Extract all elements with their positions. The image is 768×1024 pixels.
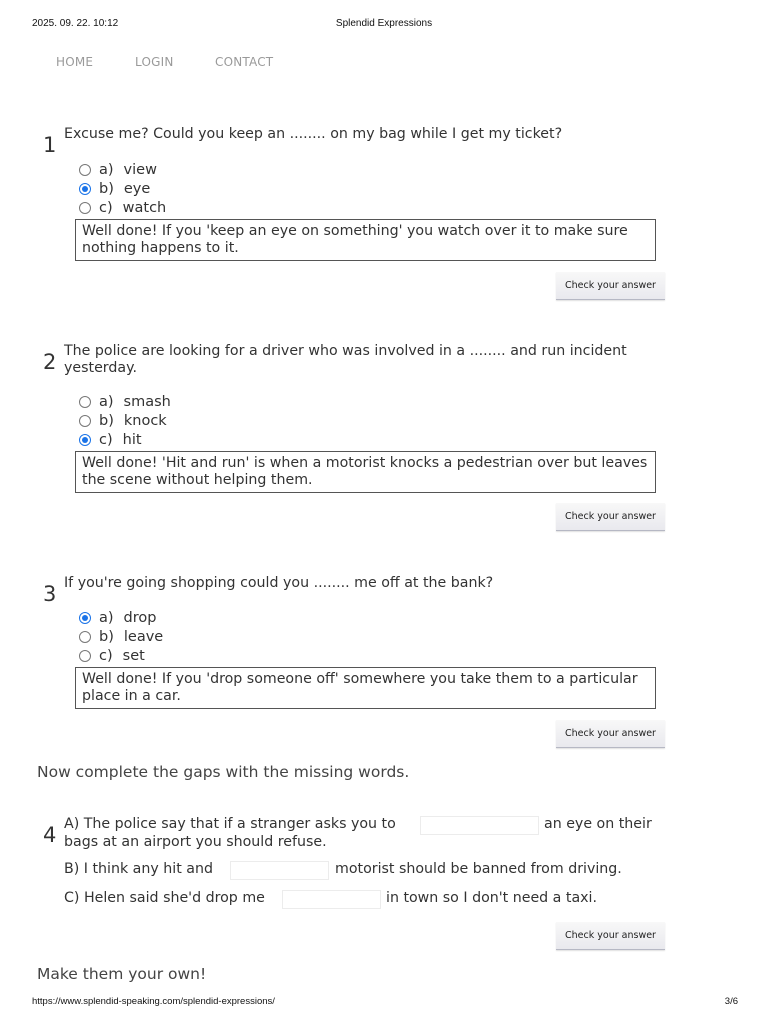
- question-number: 2: [43, 350, 57, 374]
- gap-sentence-a-continued: bags at an airport you should refuse.: [64, 834, 327, 850]
- option-b[interactable]: [79, 412, 167, 430]
- print-date: 2025. 09. 22. 10:12: [32, 18, 119, 29]
- option-c[interactable]: [79, 431, 142, 449]
- radio-button[interactable]: [79, 202, 91, 214]
- radio-button[interactable]: [79, 164, 91, 176]
- question-text: If you're going shopping could you ........ me off at the bank?: [64, 575, 494, 591]
- gap-sentence-b: B) I think any hit and: [64, 861, 213, 877]
- gap-sentence-a-end: an eye on their: [544, 816, 652, 832]
- radio-button[interactable]: [79, 415, 91, 427]
- question-number: 3: [43, 582, 57, 606]
- radio-button[interactable]: [79, 396, 91, 408]
- option-b[interactable]: [79, 628, 163, 646]
- check-answer-button[interactable]: Check your answer: [556, 922, 665, 950]
- option-label: set: [122, 648, 145, 664]
- radio-button[interactable]: [79, 650, 91, 662]
- option-label: drop: [123, 610, 157, 626]
- question-number: 4: [43, 823, 57, 847]
- option-letter: b): [99, 181, 114, 197]
- gap-sentence-c: C) Helen said she'd drop me: [64, 890, 265, 906]
- option-a[interactable]: [79, 609, 156, 627]
- option-letter: c): [99, 200, 113, 216]
- option-label: hit: [122, 432, 142, 448]
- gap-input-c[interactable]: [282, 890, 381, 909]
- option-label: watch: [122, 200, 167, 216]
- feedback-box: Well done! 'Hit and run' is when a motorist knocks a pedestrian over but leaves the scene without helping them.: [75, 451, 656, 493]
- option-letter: c): [99, 648, 113, 664]
- option-label: view: [123, 162, 157, 178]
- option-a[interactable]: [79, 393, 171, 411]
- feedback-box: Well done! If you 'drop someone off' somewhere you take them to a particular place in a car.: [75, 667, 656, 709]
- gap-input-a[interactable]: [420, 816, 539, 835]
- print-header: [32, 18, 736, 32]
- print-page-number: 3/6: [724, 996, 738, 1007]
- gap-input-b[interactable]: [230, 861, 329, 880]
- question-text: Excuse me? Could you keep an ........ on my bag while I get my ticket?: [64, 126, 563, 142]
- question-number: 1: [43, 133, 57, 157]
- check-answer-button[interactable]: Check your answer: [556, 503, 665, 531]
- gap-sentence-a: A) The police say that if a stranger asks you to: [64, 816, 396, 832]
- option-label: eye: [123, 181, 151, 197]
- print-footer: [32, 996, 738, 1008]
- option-label: knock: [123, 413, 167, 429]
- option-letter: a): [99, 610, 114, 626]
- option-label: smash: [123, 394, 171, 410]
- check-answer-button[interactable]: Check your answer: [556, 720, 665, 748]
- radio-button-selected[interactable]: [79, 434, 91, 446]
- gap-sentence-c-end: in town so I don't need a taxi.: [386, 890, 597, 906]
- nav-home-link[interactable]: HOME: [56, 55, 94, 69]
- nav-login-link[interactable]: LOGIN: [135, 55, 174, 69]
- option-a[interactable]: [79, 161, 157, 179]
- option-letter: a): [99, 162, 114, 178]
- feedback-box: Well done! If you 'keep an eye on something' you watch over it to make sure nothing happens to it.: [75, 219, 656, 261]
- gap-sentence-b-end: motorist should be banned from driving.: [335, 861, 622, 877]
- radio-button-selected[interactable]: [79, 612, 91, 624]
- option-letter: b): [99, 629, 114, 645]
- option-label: leave: [123, 629, 164, 645]
- option-c[interactable]: [79, 647, 145, 665]
- option-letter: a): [99, 394, 114, 410]
- closing-heading: Make them your own!: [37, 965, 207, 983]
- option-c[interactable]: [79, 199, 166, 217]
- question-text: The police are looking for a driver who was involved in a ........ and run incident yesterday.: [64, 343, 627, 376]
- radio-button-selected[interactable]: [79, 183, 91, 195]
- option-letter: c): [99, 432, 113, 448]
- option-b[interactable]: [79, 180, 150, 198]
- print-document-title: Splendid Expressions: [335, 18, 433, 29]
- check-answer-button[interactable]: Check your answer: [556, 272, 665, 300]
- nav-contact-link[interactable]: CONTACT: [215, 55, 274, 69]
- section-heading: Now complete the gaps with the missing words.: [37, 763, 410, 781]
- radio-button[interactable]: [79, 631, 91, 643]
- print-url: https://www.splendid-speaking.com/splendid-expressions/: [32, 996, 275, 1007]
- option-letter: b): [99, 413, 114, 429]
